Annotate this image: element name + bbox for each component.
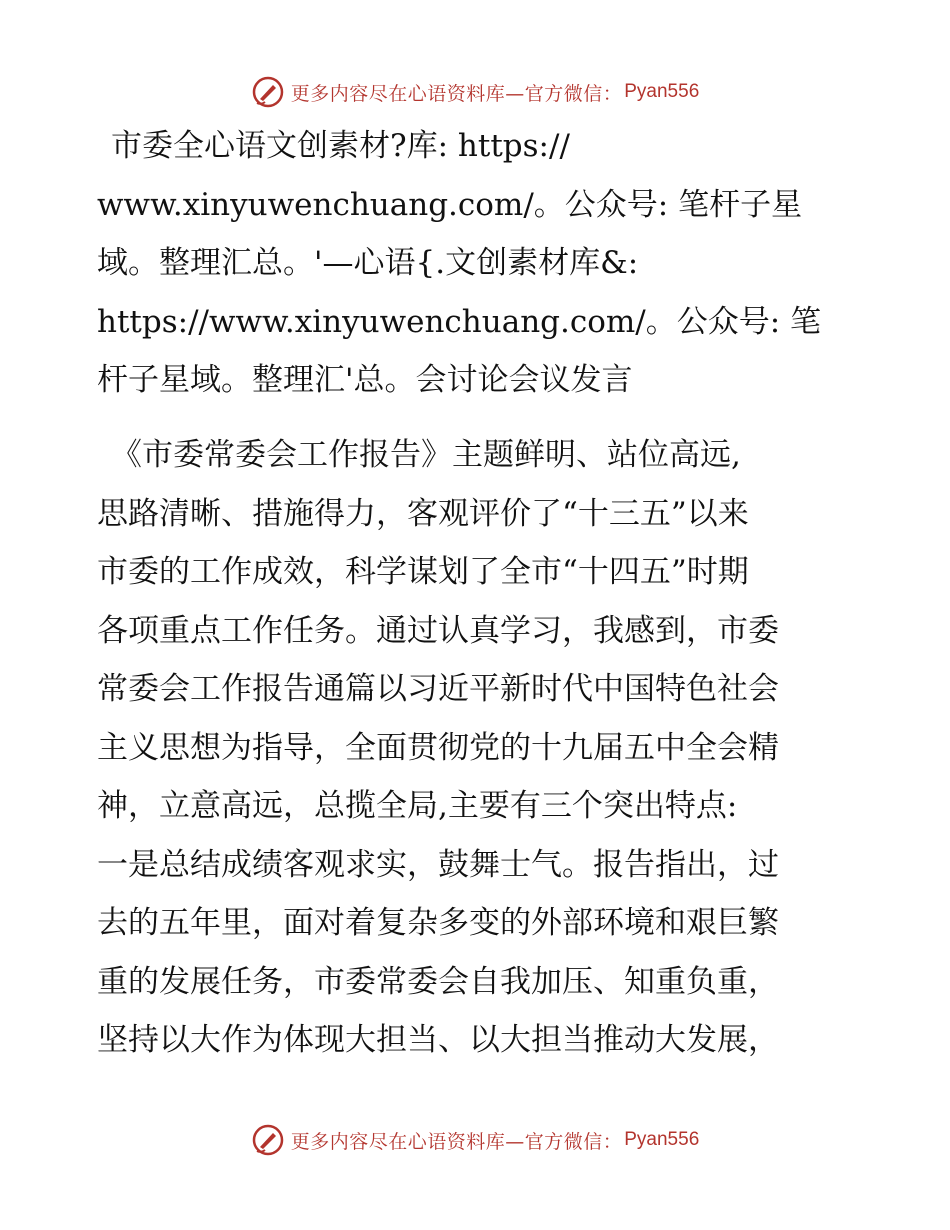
- header-banner: [0, 72, 950, 112]
- text-line: 思路清晰、措施得力，客观评价了“十三五”以来: [97, 495, 749, 532]
- text-line: 杆子星域。整理汇'总。会讨论会议发言: [97, 362, 633, 398]
- intro-paragraph: [97, 117, 857, 410]
- main-paragraph: [97, 426, 857, 1070]
- pen-logo-icon: [251, 75, 285, 109]
- text-line: 市委的工作成效，科学谋划了全市“十四五”时期: [97, 554, 749, 590]
- text-line: 坚持以大作为体现大担当、以大担当推动大发展，: [97, 1022, 779, 1058]
- footer-banner-text: 更多内容尽在心语资料库—官方微信：: [290, 1130, 623, 1153]
- text-line: 神，立意高远，总揽全局,主要有三个突出特点:: [97, 788, 738, 824]
- header-banner-text: 更多内容尽在心语资料库—官方微信：: [290, 82, 623, 105]
- text-line: 域。整理汇总。'—心语{.文创素材库&:: [97, 245, 639, 281]
- text-line: 重的发展任务，市委常委会自我加压、知重负重，: [97, 963, 779, 1000]
- text-line: 一是总结成绩客观求实，鼓舞士气。报告指出，过: [97, 846, 779, 883]
- footer-wechat-id: Pyan556: [624, 1129, 700, 1150]
- text-line: www.xinyuwenchuang.com/。公众号: 笔杆子星: [97, 186, 803, 223]
- text-line: 常委会工作报告通篇以习近平新时代中国特色社会: [97, 671, 779, 707]
- text-line: 各项重点工作任务。通过认真学习，我感到，市委: [97, 612, 779, 649]
- text-line: 市委全心语文创素材?库: https://: [111, 128, 570, 164]
- footer-banner: [0, 1120, 950, 1160]
- pen-logo-icon: [251, 1123, 285, 1157]
- header-wechat-id: Pyan556: [624, 81, 700, 102]
- text-line: 去的五年里，面对着复杂多变的外部环境和艰巨繁: [97, 905, 779, 941]
- text-line: https://www.xinyuwenchuang.com/。公众号: 笔: [97, 303, 822, 340]
- text-line: 《市委常委会工作报告》主题鲜明、站位高远,: [111, 437, 741, 473]
- text-line: 主义思想为指导，全面贯彻党的十九届五中全会精: [97, 729, 779, 766]
